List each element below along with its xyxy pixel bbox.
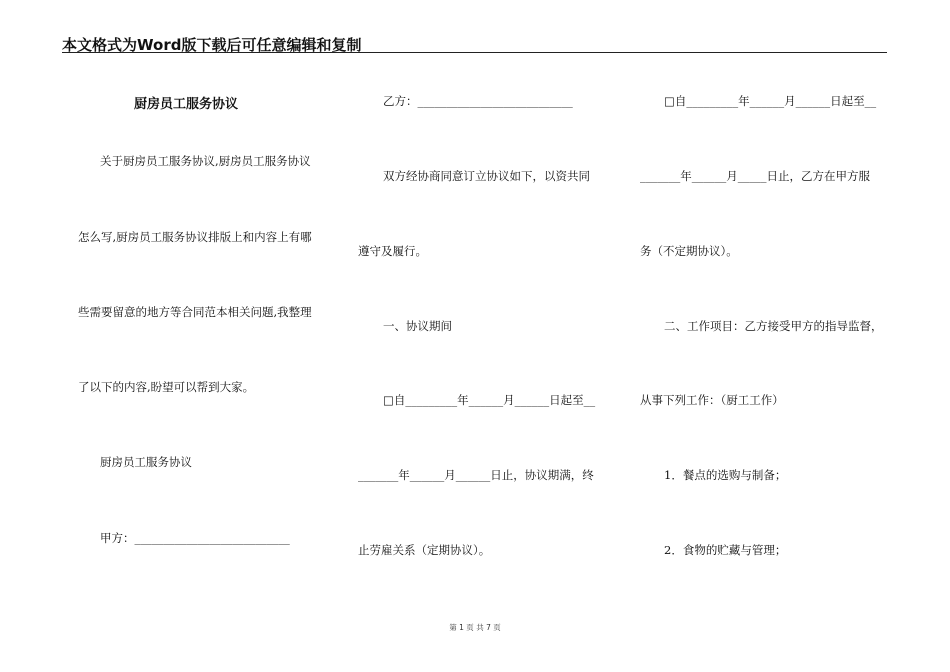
paragraph-line: 务（不定期协议）。: [640, 244, 738, 258]
paragraph-line: 从事下列工作：（厨工工作）: [640, 393, 784, 407]
list-item: 2．食物的贮藏与管理；: [664, 543, 787, 557]
paragraph-line: 关于厨房员工服务协议,厨房员工服务协议: [100, 154, 311, 168]
paragraph-line: 了以下的内容,盼望可以帮到大家。: [78, 380, 255, 394]
paragraph-line: 双方经协商同意订立协议如下，以资共同: [383, 169, 590, 183]
paragraph-line: _______年______月______日止，协议期满，终: [358, 468, 594, 482]
paragraph-line: □自_________年______月______日起至__: [383, 393, 596, 407]
paragraph-line: 厨房员工服务协议: [100, 455, 192, 469]
section-heading: 一、协议期间: [383, 319, 452, 333]
banner-text: 本文格式为Word版下载后可任意编辑和复制: [62, 36, 362, 54]
paragraph-line: _______年______月_____日止，乙方在甲方服: [640, 169, 870, 183]
paragraph-line: 遵守及履行。: [358, 244, 427, 258]
list-item: 1．餐点的选购与制备；: [664, 468, 787, 482]
paragraph-line: 怎么写,厨房员工服务协议排版上和内容上有哪: [78, 230, 312, 244]
page-footer: 第 1 页 共 7 页: [449, 623, 501, 632]
paragraph-line: □自_________年______月______日起至__: [664, 94, 877, 108]
section-heading: 二、工作项目：乙方接受甲方的指导监督，: [664, 319, 883, 333]
paragraph-line: 些需要留意的地方等合同范本相关问题,我整理: [78, 305, 312, 319]
paragraph-line: 止劳雇关系（定期协议）。: [358, 543, 491, 557]
banner-rule: [62, 52, 887, 53]
party-b-field: 乙方：___________________________: [383, 94, 573, 108]
party-a-field: 甲方：___________________________: [100, 531, 290, 545]
document-title: 厨房员工服务协议: [134, 97, 239, 112]
